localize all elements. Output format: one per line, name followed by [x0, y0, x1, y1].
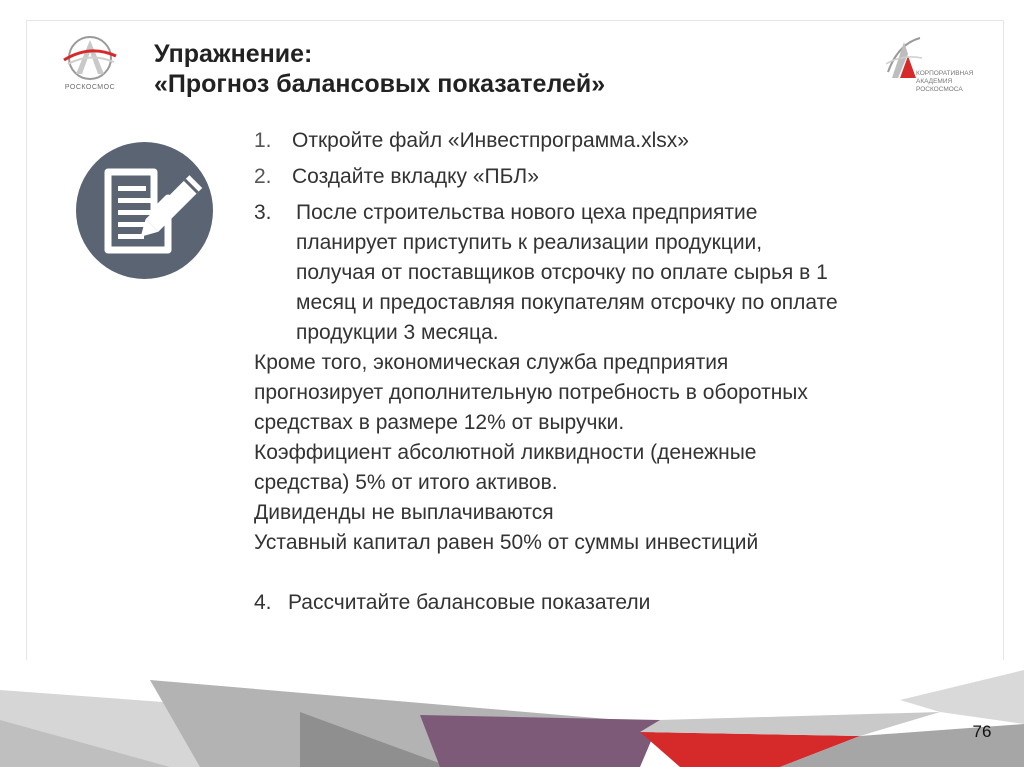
document-edit-icon-glyph [76, 142, 213, 279]
title-line-2: «Прогноз балансовых показателей» [154, 70, 606, 98]
list-item [254, 126, 954, 156]
list-item [254, 162, 954, 192]
page-number: 76 [972, 722, 992, 741]
paragraph-line: прогнозирует дополнительную потребность в оборотных [254, 381, 808, 404]
roscosmos-brand-text: РОСКОСМОС [64, 84, 116, 91]
academy-caption-line: КОРПОРАТИВНАЯ [916, 70, 974, 77]
list-item-line: продукции 3 месяца. [296, 321, 499, 344]
list-number: 4. [254, 591, 272, 614]
paragraph-line: Коэффициент абсолютной ликвидности (денежные [254, 441, 757, 464]
academy-caption [916, 70, 986, 94]
list-item-line: После строительства нового цеха предприятие [296, 201, 758, 224]
list-item-line: месяц и предоставляя покупателям отсрочку по оплате [296, 291, 838, 314]
academy-logo [884, 34, 984, 98]
exercise-content [254, 126, 954, 618]
list-number: 3. [254, 201, 272, 224]
paragraph-line: средства) 5% от итого активов. [254, 471, 558, 494]
paragraph-line: Дивиденды не выплачиваются [254, 501, 554, 524]
paragraph-line: Уставный капитал равен 50% от суммы инвестиций [254, 531, 759, 554]
academy-caption-line: РОСКОСМОСА [916, 86, 963, 93]
list-number: 2. [254, 165, 272, 188]
list-item-text: Откройте файл «Инвестпрограмма.xlsx» [292, 129, 689, 152]
list-item [254, 588, 954, 618]
list-item-text: Создайте вкладку «ПБЛ» [292, 165, 539, 188]
page-title [154, 39, 605, 99]
title-line-1: Упражнение: [154, 40, 313, 68]
roscosmos-emblem-icon [54, 34, 126, 84]
spacer [254, 558, 954, 588]
list-number: 1. [254, 129, 272, 152]
footer-decoration [0, 660, 1024, 767]
list-item-line: планирует приступить к реализации продукции, [296, 231, 763, 254]
paragraph-line: средствах в размере 12% от выручки. [254, 411, 625, 434]
list-item-line: получая от поставщиков отсрочку по оплате сырья в 1 [296, 261, 828, 284]
academy-caption-line: АКАДЕМИЯ [916, 78, 953, 85]
paragraph-line: Кроме того, экономическая служба предприятия [254, 351, 729, 374]
document-edit-icon [76, 142, 213, 279]
list-item-text: Рассчитайте балансовые показатели [288, 591, 651, 614]
list-item [254, 198, 954, 348]
roscosmos-logo [54, 34, 126, 96]
